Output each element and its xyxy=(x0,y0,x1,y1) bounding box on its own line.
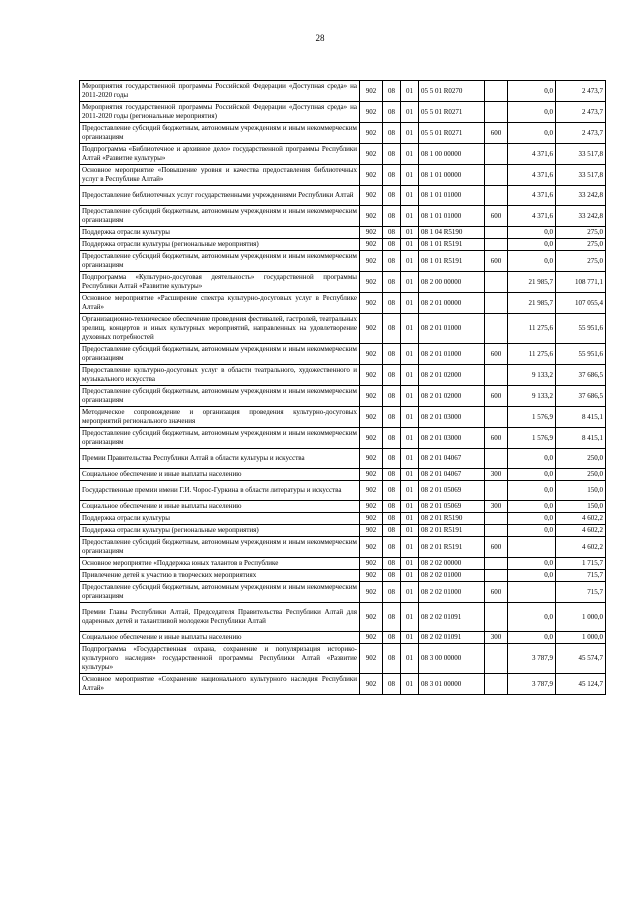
admin-code: 902 xyxy=(360,449,383,469)
section-code: 08 xyxy=(383,293,401,314)
target-article-code: 08 1 00 00000 xyxy=(419,144,485,165)
expense-type-code xyxy=(485,165,508,186)
target-article-code: 08 1 01 R5191 xyxy=(419,251,485,272)
subsection-code: 01 xyxy=(401,428,419,449)
table-row xyxy=(80,239,606,251)
admin-code: 902 xyxy=(360,314,383,344)
amount-1: 3 787,9 xyxy=(508,674,556,695)
amount-2: 33 242,8 xyxy=(556,206,606,227)
table-row xyxy=(80,227,606,239)
amount-1: 21 985,7 xyxy=(508,293,556,314)
subsection-code: 01 xyxy=(401,449,419,469)
subsection-code: 01 xyxy=(401,674,419,695)
subsection-code: 01 xyxy=(401,570,419,582)
subsection-code: 01 xyxy=(401,186,419,206)
admin-code: 902 xyxy=(360,102,383,123)
amount-2: 37 686,5 xyxy=(556,386,606,407)
subsection-code: 01 xyxy=(401,525,419,537)
subsection-code: 01 xyxy=(401,81,419,102)
admin-code: 902 xyxy=(360,293,383,314)
amount-2: 275,0 xyxy=(556,239,606,251)
amount-2: 1 715,7 xyxy=(556,558,606,570)
subsection-code: 01 xyxy=(401,239,419,251)
target-article-code: 08 2 01 02000 xyxy=(419,365,485,386)
amount-1: 0,0 xyxy=(508,525,556,537)
subsection-code: 01 xyxy=(401,513,419,525)
amount-1: 1 576,9 xyxy=(508,407,556,428)
item-name: Премии Главы Республики Алтай, Председателя Правительства Республики Алтай для одаренных детей и талантливой молодежи Республики Алтай xyxy=(80,603,360,632)
amount-1: 0,0 xyxy=(508,513,556,525)
amount-1 xyxy=(508,537,556,558)
amount-2: 33 517,8 xyxy=(556,165,606,186)
subsection-code: 01 xyxy=(401,365,419,386)
amount-2: 250,0 xyxy=(556,469,606,481)
admin-code: 902 xyxy=(360,428,383,449)
expense-type-code xyxy=(485,644,508,674)
target-article-code: 08 2 02 01000 xyxy=(419,570,485,582)
amount-2: 2 473,7 xyxy=(556,102,606,123)
table-row xyxy=(80,365,606,386)
section-code: 08 xyxy=(383,481,401,501)
table-row xyxy=(80,501,606,513)
section-code: 08 xyxy=(383,386,401,407)
section-code: 08 xyxy=(383,582,401,603)
target-article-code: 08 1 01 01000 xyxy=(419,206,485,227)
section-code: 08 xyxy=(383,272,401,293)
section-code: 08 xyxy=(383,525,401,537)
expense-type-code: 300 xyxy=(485,632,508,644)
section-code: 08 xyxy=(383,570,401,582)
amount-1: 4 371,6 xyxy=(508,144,556,165)
item-name: Поддержка отрасли культуры xyxy=(80,227,360,239)
section-code: 08 xyxy=(383,314,401,344)
admin-code: 902 xyxy=(360,81,383,102)
subsection-code: 01 xyxy=(401,501,419,513)
expense-type-code xyxy=(485,525,508,537)
item-name: Организационно-техническое обеспечение проведения фестивалей, гастролей, театральных зрелищ, концертов и иных культурных мероприятий, направленных на удовлетворение духовных потребностей xyxy=(80,314,360,344)
amount-1: 0,0 xyxy=(508,558,556,570)
section-code: 08 xyxy=(383,674,401,695)
amount-2: 33 242,8 xyxy=(556,186,606,206)
target-article-code: 08 2 01 R5191 xyxy=(419,537,485,558)
expense-type-code xyxy=(485,102,508,123)
item-name: Подпрограмма «Библиотечное и архивное дело» государственной программы Республики Алтай «Развитие культуры» xyxy=(80,144,360,165)
admin-code: 902 xyxy=(360,227,383,239)
amount-2: 275,0 xyxy=(556,251,606,272)
amount-1: 0,0 xyxy=(508,81,556,102)
admin-code: 902 xyxy=(360,186,383,206)
target-article-code: 08 2 01 04067 xyxy=(419,449,485,469)
admin-code: 902 xyxy=(360,481,383,501)
target-article-code: 08 1 01 01000 xyxy=(419,186,485,206)
amount-1: 0,0 xyxy=(508,227,556,239)
admin-code: 902 xyxy=(360,165,383,186)
subsection-code: 01 xyxy=(401,537,419,558)
section-code: 08 xyxy=(383,206,401,227)
subsection-code: 01 xyxy=(401,206,419,227)
item-name: Предоставление субсидий бюджетным, автономным учреждениям и иным некоммерческим организациям xyxy=(80,537,360,558)
item-name: Поддержка отрасли культуры (региональные мероприятия) xyxy=(80,239,360,251)
table-row xyxy=(80,537,606,558)
table-row xyxy=(80,206,606,227)
amount-2: 4 602,2 xyxy=(556,513,606,525)
subsection-code: 01 xyxy=(401,386,419,407)
expense-type-code: 600 xyxy=(485,251,508,272)
target-article-code: 08 2 01 00000 xyxy=(419,293,485,314)
target-article-code: 08 2 01 03000 xyxy=(419,407,485,428)
amount-1: 0,0 xyxy=(508,469,556,481)
table-row xyxy=(80,123,606,144)
subsection-code: 01 xyxy=(401,102,419,123)
budget-table xyxy=(79,80,606,695)
table-row xyxy=(80,674,606,695)
expense-type-code xyxy=(485,558,508,570)
amount-2: 108 771,1 xyxy=(556,272,606,293)
section-code: 08 xyxy=(383,407,401,428)
expense-type-code xyxy=(485,186,508,206)
target-article-code: 08 2 01 05069 xyxy=(419,501,485,513)
expense-type-code xyxy=(485,449,508,469)
section-code: 08 xyxy=(383,165,401,186)
item-name: Основное мероприятие «Сохранение национального культурного наследия Республики Алтай» xyxy=(80,674,360,695)
target-article-code: 05 5 01 R0270 xyxy=(419,81,485,102)
amount-2: 1 000,0 xyxy=(556,603,606,632)
subsection-code: 01 xyxy=(401,272,419,293)
amount-1: 0,0 xyxy=(508,632,556,644)
amount-1: 3 787,9 xyxy=(508,644,556,674)
amount-1: 0,0 xyxy=(508,449,556,469)
admin-code: 902 xyxy=(360,513,383,525)
section-code: 08 xyxy=(383,227,401,239)
table-row xyxy=(80,469,606,481)
item-name: Основное мероприятие «Расширение спектра культурно-досуговых услуг в Республике Алтай» xyxy=(80,293,360,314)
amount-2: 275,0 xyxy=(556,227,606,239)
admin-code: 902 xyxy=(360,558,383,570)
target-article-code: 08 3 01 00000 xyxy=(419,674,485,695)
amount-1: 0,0 xyxy=(508,501,556,513)
target-article-code: 08 2 01 05069 xyxy=(419,481,485,501)
amount-2: 55 951,6 xyxy=(556,344,606,365)
table-row xyxy=(80,582,606,603)
section-code: 08 xyxy=(383,603,401,632)
expense-type-code xyxy=(485,365,508,386)
table-row xyxy=(80,165,606,186)
amount-2: 150,0 xyxy=(556,501,606,513)
subsection-code: 01 xyxy=(401,603,419,632)
expense-type-code: 600 xyxy=(485,582,508,603)
amount-2: 4 602,2 xyxy=(556,525,606,537)
item-name: Подпрограмма «Культурно-досуговая деятельность» государственной программы Республики Алтай «Развитие культуры» xyxy=(80,272,360,293)
expense-type-code: 300 xyxy=(485,501,508,513)
item-name: Социальное обеспечение и иные выплаты населению xyxy=(80,501,360,513)
target-article-code: 08 1 01 R5191 xyxy=(419,239,485,251)
target-article-code: 08 1 04 R5190 xyxy=(419,227,485,239)
item-name: Подпрограмма «Государственная охрана, сохранение и популяризация историко-культурного наследия» государственной программы Республики Алтай «Развитие культуры» xyxy=(80,644,360,674)
subsection-code: 01 xyxy=(401,481,419,501)
subsection-code: 01 xyxy=(401,293,419,314)
expense-type-code xyxy=(485,513,508,525)
subsection-code: 01 xyxy=(401,165,419,186)
admin-code: 902 xyxy=(360,386,383,407)
table-row xyxy=(80,428,606,449)
expense-type-code xyxy=(485,603,508,632)
expense-type-code: 300 xyxy=(485,469,508,481)
expense-type-code: 600 xyxy=(485,344,508,365)
expense-type-code xyxy=(485,570,508,582)
section-code: 08 xyxy=(383,501,401,513)
amount-2: 8 415,1 xyxy=(556,428,606,449)
amount-1: 0,0 xyxy=(508,123,556,144)
item-name: Государственные премии имени Г.И. Чорос-Гуркина в области литературы и искусства xyxy=(80,481,360,501)
amount-1: 4 371,6 xyxy=(508,165,556,186)
amount-1: 11 275,6 xyxy=(508,314,556,344)
table-row xyxy=(80,81,606,102)
admin-code: 902 xyxy=(360,537,383,558)
item-name: Премии Правительства Республики Алтай в области культуры и искусства xyxy=(80,449,360,469)
item-name: Предоставление культурно-досуговых услуг в области театрального, художественного и музыкального искусства xyxy=(80,365,360,386)
subsection-code: 01 xyxy=(401,144,419,165)
admin-code: 902 xyxy=(360,365,383,386)
expense-type-code xyxy=(485,239,508,251)
amount-2: 2 473,7 xyxy=(556,81,606,102)
subsection-code: 01 xyxy=(401,251,419,272)
expense-type-code: 600 xyxy=(485,537,508,558)
expense-type-code xyxy=(485,314,508,344)
table-row xyxy=(80,407,606,428)
amount-1: 0,0 xyxy=(508,239,556,251)
subsection-code: 01 xyxy=(401,314,419,344)
amount-2: 715,7 xyxy=(556,570,606,582)
section-code: 08 xyxy=(383,537,401,558)
expense-type-code: 600 xyxy=(485,386,508,407)
section-code: 08 xyxy=(383,144,401,165)
amount-2: 45 574,7 xyxy=(556,644,606,674)
section-code: 08 xyxy=(383,449,401,469)
target-article-code: 08 2 01 R5191 xyxy=(419,525,485,537)
target-article-code: 08 2 02 00000 xyxy=(419,558,485,570)
item-name: Предоставление субсидий бюджетным, автономным учреждениям и иным некоммерческим организациям xyxy=(80,123,360,144)
item-name: Социальное обеспечение и иные выплаты населению xyxy=(80,469,360,481)
expense-type-code xyxy=(485,293,508,314)
amount-1: 11 275,6 xyxy=(508,344,556,365)
expense-type-code xyxy=(485,407,508,428)
amount-2: 37 686,5 xyxy=(556,365,606,386)
admin-code: 902 xyxy=(360,144,383,165)
table-body xyxy=(80,81,606,695)
admin-code: 902 xyxy=(360,407,383,428)
item-name: Основное мероприятие «Поддержка юных талантов в Республике xyxy=(80,558,360,570)
table-row xyxy=(80,449,606,469)
admin-code: 902 xyxy=(360,644,383,674)
amount-1: 4 371,6 xyxy=(508,186,556,206)
section-code: 08 xyxy=(383,102,401,123)
target-article-code: 08 2 01 R5190 xyxy=(419,513,485,525)
admin-code: 902 xyxy=(360,272,383,293)
admin-code: 902 xyxy=(360,206,383,227)
admin-code: 902 xyxy=(360,123,383,144)
expense-type-code xyxy=(485,81,508,102)
amount-2: 8 415,1 xyxy=(556,407,606,428)
item-name: Предоставление субсидий бюджетным, автономным учреждениям и иным некоммерческим организациям xyxy=(80,582,360,603)
section-code: 08 xyxy=(383,469,401,481)
item-name: Предоставление библиотечных услуг государственными учреждениями Республики Алтай xyxy=(80,186,360,206)
amount-2: 107 055,4 xyxy=(556,293,606,314)
amount-1: 1 576,9 xyxy=(508,428,556,449)
section-code: 08 xyxy=(383,365,401,386)
subsection-code: 01 xyxy=(401,582,419,603)
table-row xyxy=(80,144,606,165)
item-name: Предоставление субсидий бюджетным, автономным учреждениям и иным некоммерческим организациям xyxy=(80,344,360,365)
expense-type-code xyxy=(485,227,508,239)
item-name: Социальное обеспечение и иные выплаты населению xyxy=(80,632,360,644)
expense-type-code xyxy=(485,674,508,695)
target-article-code: 08 2 02 01091 xyxy=(419,632,485,644)
admin-code: 902 xyxy=(360,582,383,603)
section-code: 08 xyxy=(383,428,401,449)
amount-1: 4 371,6 xyxy=(508,206,556,227)
subsection-code: 01 xyxy=(401,344,419,365)
target-article-code: 08 2 01 04067 xyxy=(419,469,485,481)
section-code: 08 xyxy=(383,632,401,644)
section-code: 08 xyxy=(383,186,401,206)
expense-type-code: 600 xyxy=(485,123,508,144)
amount-1 xyxy=(508,582,556,603)
table-row xyxy=(80,314,606,344)
table-row xyxy=(80,570,606,582)
amount-1: 0,0 xyxy=(508,481,556,501)
item-name: Методическое сопровождение и организация проведения культурно-досуговых мероприятий регионального значения xyxy=(80,407,360,428)
amount-1: 0,0 xyxy=(508,102,556,123)
subsection-code: 01 xyxy=(401,632,419,644)
section-code: 08 xyxy=(383,644,401,674)
section-code: 08 xyxy=(383,123,401,144)
item-name: Предоставление субсидий бюджетным, автономным учреждениям и иным некоммерческим организациям xyxy=(80,206,360,227)
admin-code: 902 xyxy=(360,251,383,272)
amount-1: 0,0 xyxy=(508,603,556,632)
amount-1: 21 985,7 xyxy=(508,272,556,293)
target-article-code: 08 2 01 01000 xyxy=(419,314,485,344)
admin-code: 902 xyxy=(360,674,383,695)
table-row xyxy=(80,481,606,501)
target-article-code: 08 2 02 01000 xyxy=(419,582,485,603)
subsection-code: 01 xyxy=(401,123,419,144)
table-row xyxy=(80,644,606,674)
amount-2: 715,7 xyxy=(556,582,606,603)
admin-code: 902 xyxy=(360,603,383,632)
target-article-code: 08 2 01 01000 xyxy=(419,344,485,365)
admin-code: 902 xyxy=(360,469,383,481)
admin-code: 902 xyxy=(360,632,383,644)
target-article-code: 05 5 01 R0271 xyxy=(419,102,485,123)
item-name: Мероприятия государственной программы Российской Федерации «Доступная среда» на 2011-2020 годы (региональные мероприятия) xyxy=(80,102,360,123)
admin-code: 902 xyxy=(360,501,383,513)
section-code: 08 xyxy=(383,81,401,102)
item-name: Поддержка отрасли культуры xyxy=(80,513,360,525)
item-name: Предоставление субсидий бюджетным, автономным учреждениям и иным некоммерческим организациям xyxy=(80,251,360,272)
subsection-code: 01 xyxy=(401,227,419,239)
item-name: Мероприятия государственной программы Российской Федерации «Доступная среда» на 2011-2020 годы xyxy=(80,81,360,102)
table-row xyxy=(80,603,606,632)
table-row xyxy=(80,513,606,525)
target-article-code: 08 2 00 00000 xyxy=(419,272,485,293)
amount-2: 1 000,0 xyxy=(556,632,606,644)
item-name: Поддержка отрасли культуры (региональные мероприятия) xyxy=(80,525,360,537)
amount-2: 2 473,7 xyxy=(556,123,606,144)
amount-1: 9 133,2 xyxy=(508,386,556,407)
admin-code: 902 xyxy=(360,525,383,537)
amount-2: 33 517,8 xyxy=(556,144,606,165)
target-article-code: 05 5 01 R0271 xyxy=(419,123,485,144)
amount-2: 55 951,6 xyxy=(556,314,606,344)
expense-type-code xyxy=(485,481,508,501)
table-row xyxy=(80,344,606,365)
table-row xyxy=(80,272,606,293)
item-name: Предоставление субсидий бюджетным, автономным учреждениям и иным некоммерческим организациям xyxy=(80,428,360,449)
expense-type-code xyxy=(485,272,508,293)
expense-type-code: 600 xyxy=(485,428,508,449)
amount-1: 9 133,2 xyxy=(508,365,556,386)
amount-2: 4 602,2 xyxy=(556,537,606,558)
table-row xyxy=(80,558,606,570)
item-name: Предоставление субсидий бюджетным, автономным учреждениям и иным некоммерческим организациям xyxy=(80,386,360,407)
amount-1: 0,0 xyxy=(508,570,556,582)
table-row xyxy=(80,386,606,407)
admin-code: 902 xyxy=(360,570,383,582)
subsection-code: 01 xyxy=(401,407,419,428)
item-name: Основное мероприятие «Повышение уровня и качества предоставления библиотечных услуг в Республике Алтай» xyxy=(80,165,360,186)
target-article-code: 08 2 02 01091 xyxy=(419,603,485,632)
target-article-code: 08 3 00 00000 xyxy=(419,644,485,674)
section-code: 08 xyxy=(383,251,401,272)
section-code: 08 xyxy=(383,558,401,570)
admin-code: 902 xyxy=(360,344,383,365)
admin-code: 902 xyxy=(360,239,383,251)
section-code: 08 xyxy=(383,513,401,525)
table-row xyxy=(80,186,606,206)
target-article-code: 08 1 01 00000 xyxy=(419,165,485,186)
amount-1: 0,0 xyxy=(508,251,556,272)
section-code: 08 xyxy=(383,239,401,251)
expense-type-code: 600 xyxy=(485,206,508,227)
expense-type-code xyxy=(485,144,508,165)
subsection-code: 01 xyxy=(401,469,419,481)
subsection-code: 01 xyxy=(401,558,419,570)
target-article-code: 08 2 01 02000 xyxy=(419,386,485,407)
subsection-code: 01 xyxy=(401,644,419,674)
amount-2: 150,0 xyxy=(556,481,606,501)
table-row xyxy=(80,102,606,123)
section-code: 08 xyxy=(383,344,401,365)
amount-2: 250,0 xyxy=(556,449,606,469)
amount-2: 45 124,7 xyxy=(556,674,606,695)
page-number: 28 xyxy=(315,33,325,43)
item-name: Привлечение детей к участию в творческих мероприятиях xyxy=(80,570,360,582)
table-row xyxy=(80,525,606,537)
table-row xyxy=(80,251,606,272)
target-article-code: 08 2 01 03000 xyxy=(419,428,485,449)
table-row xyxy=(80,293,606,314)
table-row xyxy=(80,632,606,644)
